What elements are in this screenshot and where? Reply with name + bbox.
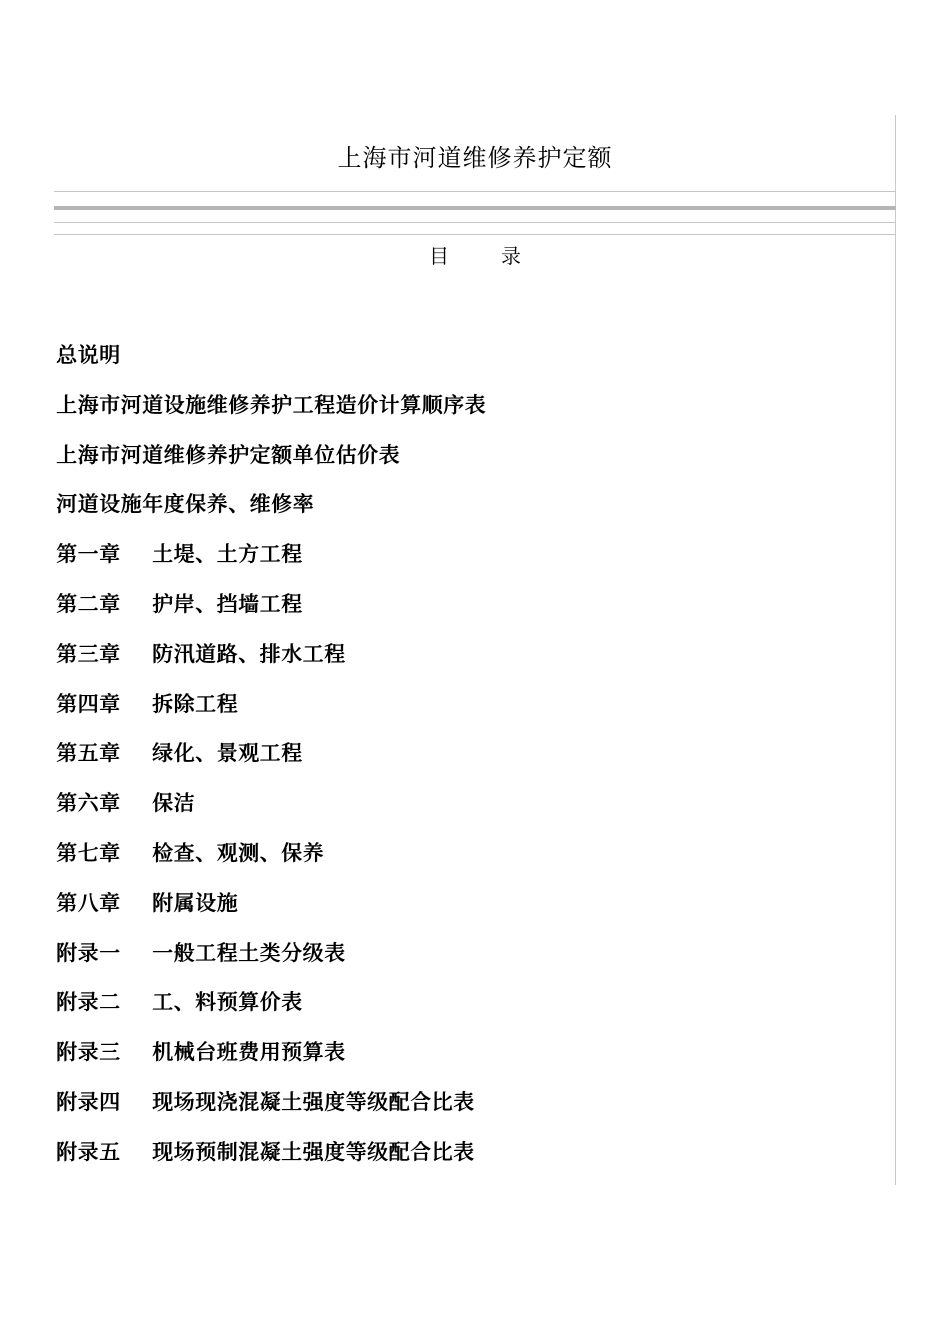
toc-list	[56, 336, 886, 1183]
toc-item-label: 附录二	[56, 990, 121, 1015]
toc-item-label: 附录一	[56, 940, 121, 965]
toc-item	[56, 983, 886, 1033]
toc-item	[56, 884, 886, 934]
toc-item-text: 上海市河道设施维修养护工程造价计算顺序表	[56, 392, 486, 417]
toc-heading	[54, 240, 896, 272]
toc-heading-right: 录	[501, 244, 521, 268]
toc-item-text: 土堤、土方工程	[152, 542, 303, 567]
toc-item-label: 第六章	[56, 791, 121, 816]
title-divider-mid	[54, 222, 896, 223]
toc-item	[56, 734, 886, 784]
toc-item-text: 拆除工程	[152, 691, 238, 716]
toc-item-text: 一般工程土类分级表	[152, 940, 346, 965]
toc-item	[56, 585, 886, 635]
toc-item-text: 总说明	[56, 343, 121, 367]
toc-heading-left: 目	[429, 244, 449, 268]
toc-item-label: 附录五	[56, 1139, 121, 1164]
toc-item	[56, 685, 886, 735]
toc-item-text: 河道设施年度保养、维修率	[56, 492, 314, 517]
toc-item-text: 防汛道路、排水工程	[152, 641, 346, 666]
toc-item-text: 保洁	[152, 791, 195, 816]
toc-item	[56, 1083, 886, 1133]
toc-item-label: 第八章	[56, 890, 121, 915]
document-title: 上海市河道维修养护定额	[337, 144, 613, 172]
toc-item-text: 绿化、景观工程	[152, 741, 303, 766]
toc-item	[56, 436, 886, 486]
toc-item-label: 第一章	[56, 542, 121, 567]
toc-item-text: 机械台班费用预算表	[152, 1040, 346, 1065]
toc-item-text: 检查、观测、保养	[152, 840, 324, 865]
toc-item	[56, 1033, 886, 1083]
toc-item-label: 附录三	[56, 1040, 121, 1065]
toc-item-text: 护岸、挡墙工程	[152, 591, 303, 616]
toc-item-text: 附属设施	[152, 890, 238, 915]
title-divider-thick	[54, 206, 896, 210]
toc-item	[56, 1133, 886, 1183]
toc-item-label: 第四章	[56, 691, 121, 716]
toc-item	[56, 535, 886, 585]
toc-item-label: 第三章	[56, 641, 121, 666]
toc-item	[56, 934, 886, 984]
toc-item-label: 附录四	[56, 1089, 121, 1114]
toc-item-label: 第二章	[56, 591, 121, 616]
toc-item-text: 上海市河道维修养护定额单位估价表	[56, 442, 400, 467]
toc-item-label: 第七章	[56, 840, 121, 865]
toc-item	[56, 386, 886, 436]
toc-item	[56, 784, 886, 834]
toc-item	[56, 635, 886, 685]
toc-item-label: 第五章	[56, 741, 121, 766]
toc-item	[56, 485, 886, 535]
toc-item	[56, 834, 886, 884]
toc-item-text: 工、料预算价表	[152, 990, 303, 1015]
toc-item-text: 现场现浇混凝土强度等级配合比表	[152, 1089, 475, 1114]
title-divider-top	[54, 191, 896, 192]
right-margin-rule	[895, 115, 896, 1185]
toc-item-text: 现场预制混凝土强度等级配合比表	[152, 1139, 475, 1164]
title-divider-bottom	[54, 234, 896, 235]
toc-item	[56, 336, 886, 386]
